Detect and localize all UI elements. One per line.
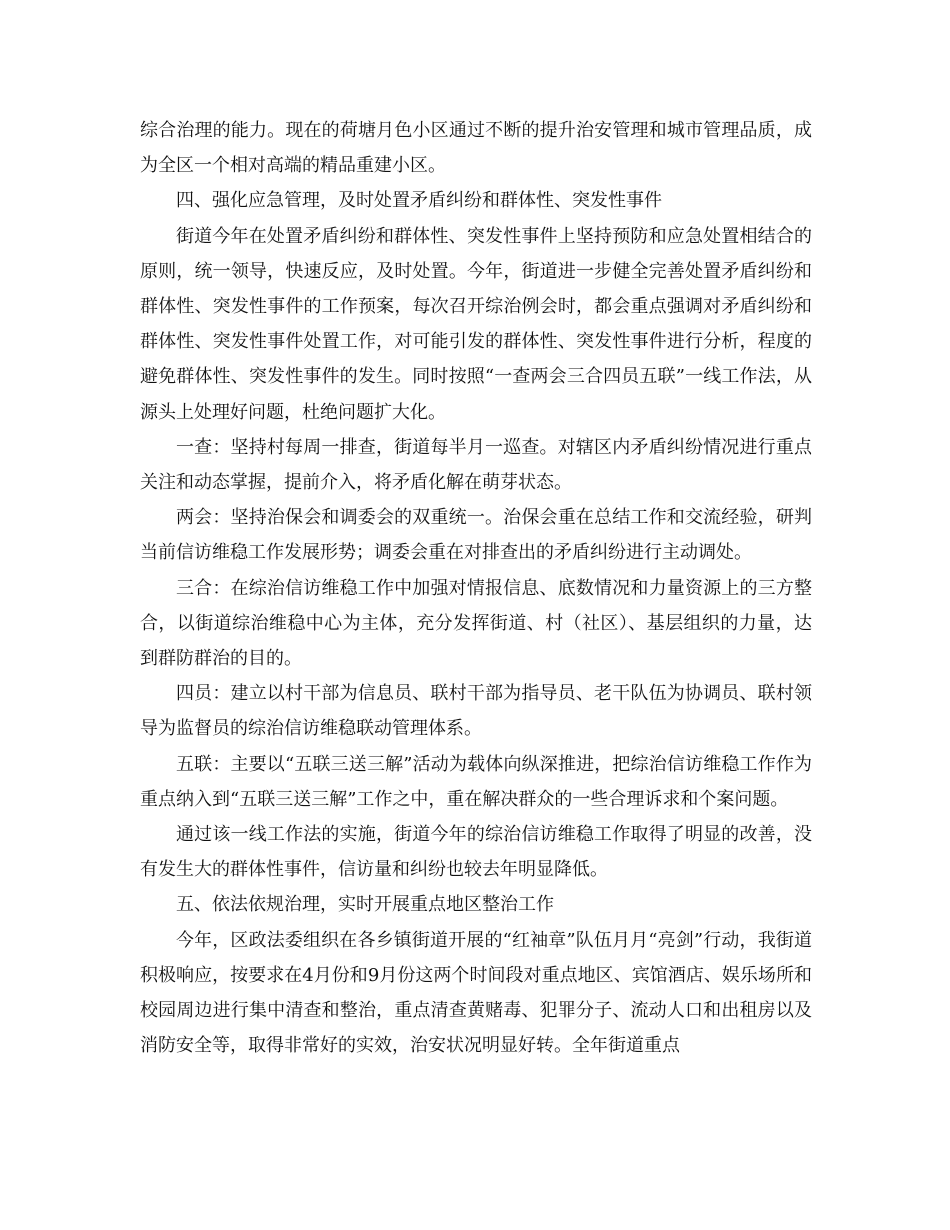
paragraph-lianghui: 两会：坚持治保会和调委会的双重统一。治保会重在总结工作和交流经验，研判当前信访维稳工作发展形势；调委会重在对排查出的矛盾纠纷进行主动调处。 <box>140 507 812 564</box>
paragraph-11: 今年，区政法委组织在各乡镇街道开展的“红袖章”队伍月月“亮剑”行动，我街道积极响应，按要求在4月份和9月份这两个时间段对重点地区、宾馆酒店、娱乐场所和校园周边进行集中清查和整治，重点清查黄赌毒、犯罪分子、流动人口和出租房以及消防安全等，取得非常好的实效，治安状况明显好转。全年街道重点 <box>140 929 812 1057</box>
paragraph-siyuan: 四员：建立以村干部为信息员、联村干部为指导员、老干队伍为协调员、联村领导为监督员的综治信访维稳联动管理体系。 <box>140 683 812 740</box>
paragraph-1: 综合治理的能力。现在的荷塘月色小区通过不断的提升治安管理和城市管理品质，成为全区一个相对高端的精品重建小区。 <box>140 120 812 177</box>
section-heading-5: 五、依法依规治理，实时开展重点地区整治工作 <box>176 894 554 916</box>
paragraph-wulian: 五联：主要以“五联三送三解”活动为载体向纵深推进，把综治信访维稳工作作为重点纳入到“五联三送三解”工作之中，重在解决群众的一些合理诉求和个案问题。 <box>140 753 812 810</box>
paragraph-yicha: 一查：坚持村每周一排查，街道每半月一巡查。对辖区内矛盾纠纷情况进行重点关注和动态掌握，提前介入，将矛盾化解在萌芽状态。 <box>140 436 812 494</box>
document-body <box>140 113 812 1063</box>
paragraph-result: 通过该一线工作法的实施，街道今年的综治信访维稳工作取得了明显的改善，没有发生大的群体性事件，信访量和纠纷也较去年明显降低。 <box>140 824 812 881</box>
paragraph-sanhe: 三合：在综治信访维稳工作中加强对情报信息、底数情况和力量资源上的三方整合，以街道综治维稳中心为主体，充分发挥街道、村（社区）、基层组织的力量，达到群防群治的目的。 <box>140 577 812 670</box>
paragraph-3: 街道今年在处置矛盾纠纷和群体性、突发性事件上坚持预防和应急处置相结合的原则，统一领导，快速反应，及时处置。今年，街道进一步健全完善处置矛盾纠纷和群体性、突发性事件的工作预案，每次召开综治例会时，都会重点强调对矛盾纠纷和群体性、突发性事件处置工作，对可能引发的群体性、突发性事件进行分析，程度的避免群体性、突发性事件的发生。同时按照“一查两会三合四员五联”一线工作法，从源头上处理好问题，杜绝问题扩大化。 <box>140 225 812 423</box>
section-heading-4: 四、强化应急管理，及时处置矛盾纠纷和群体性、突发性事件 <box>176 190 662 212</box>
